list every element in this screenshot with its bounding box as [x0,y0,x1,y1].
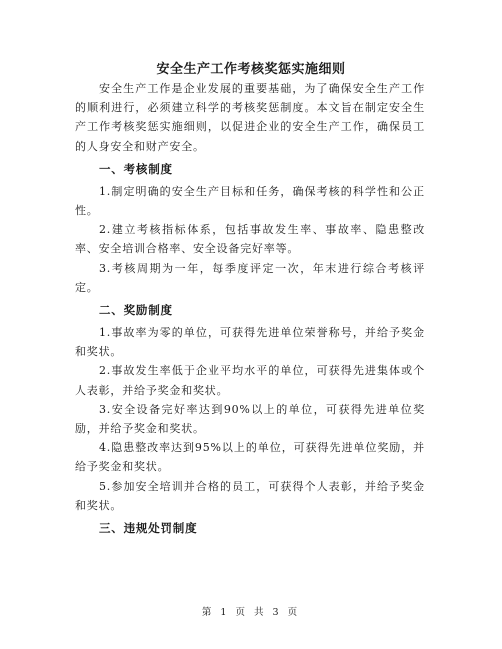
reward-item-5: 5.参加安全培训并合格的员工，可获得个人表彰，并给予奖金和奖状。 [75,479,425,512]
document-title: 安全生产工作考核奖惩实施细则 [156,62,346,77]
reward-item-4: 4.隐患整改率达到95%以上的单位，可获得先进单位奖励，并给予奖金和奖状。 [75,441,425,474]
page-footer: 第 1 页 共 3 页 [201,607,301,618]
reward-item-3: 3.安全设备完好率达到90%以上的单位，可获得先进单位奖励，并给予奖金和奖状。 [75,402,425,436]
document-body [75,79,425,541]
assessment-item-3: 3.考核周期为一年，每季度评定一次，年末进行综合考核评定。 [75,261,425,294]
assessment-item-2: 2.建立考核指标体系，包括事故发生率、事故率、隐患整改率、安全培训合格率、安全设备完好率等。 [75,223,425,256]
reward-item-1: 1.事故率为零的单位，可获得先进单位荣誉称号，并给予奖金和奖状。 [75,326,425,359]
section-heading-rewards: 二、奖励制度 [99,303,173,318]
assessment-item-1: 1.制定明确的安全生产目标和任务，确保考核的科学性和公正性。 [75,184,425,218]
intro-paragraph: 安全生产工作是企业发展的重要基础，为了确保安全生产工作的顺利进行，必须建立科学的考核奖惩制度。本文旨在制定安全生产工作考核奖惩实施细则，以促进企业的安全生产工作，确保员工的人身安全和财产安全。 [75,82,425,153]
reward-item-2: 2.事故发生率低于企业平均水平的单位，可获得先进集体或个人表彰，并给予奖金和奖状。 [75,364,425,397]
section-heading-penalties: 三、违规处罚制度 [99,521,198,536]
section-heading-assessment: 一、考核制度 [99,161,173,176]
